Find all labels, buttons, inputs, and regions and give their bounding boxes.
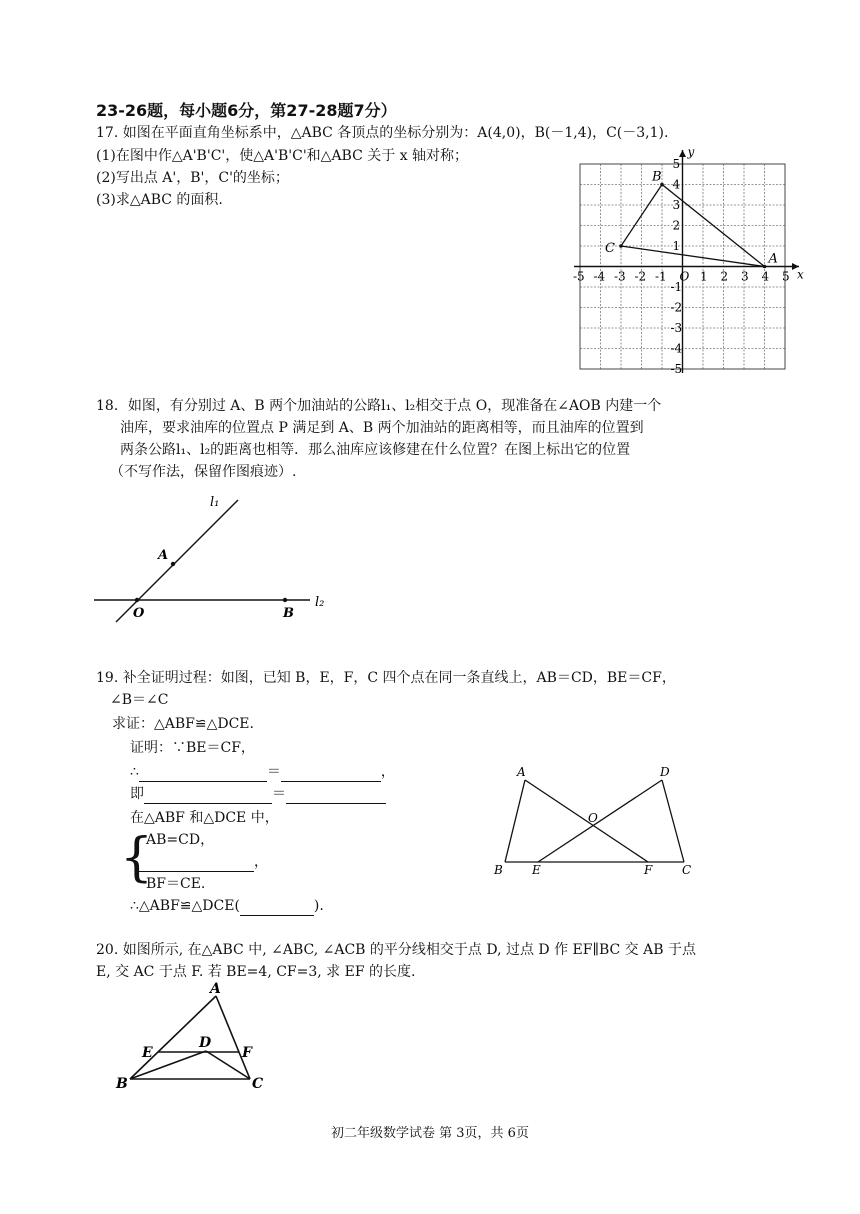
segment-af [525, 780, 648, 862]
q19-prove: 求证：△ABF≌△DCE. [112, 716, 254, 732]
x-tick-label: 5 [782, 269, 790, 284]
comma: ， [380, 764, 395, 780]
comma: ， [254, 854, 268, 870]
x-tick-label: -5 [573, 269, 585, 284]
point-a [171, 562, 175, 566]
brace: { [120, 828, 154, 888]
segment-dc [662, 780, 684, 862]
q17-part1: (1)在图中作△A'B'C'，使△A'B'C'和△ABC 关于 x 轴对称； [96, 148, 469, 164]
label-a: A [210, 981, 221, 997]
q17-part3: (3)求△ABC 的面积. [96, 192, 223, 208]
label-e: E [142, 1045, 153, 1061]
y-tick-label: -3 [670, 321, 683, 335]
q19-proof-start: 证明：∵BE＝CF， [130, 740, 255, 756]
q17-stem: 17. 如图在平面直角坐标系中，△ABC 各顶点的坐标分别为：A(4,0)，B(－1,4)，C(－3,1). [96, 125, 669, 141]
q19-conclusion [130, 896, 324, 916]
y-tick-label: 5 [672, 157, 681, 171]
page-footer: 初二年级数学试卷 第 3页，共 6页 [331, 1126, 529, 1141]
y-tick-label: 4 [672, 177, 681, 192]
label-b: B [283, 606, 294, 621]
q19-figure [488, 760, 708, 885]
label-c: C [252, 1076, 264, 1092]
x-tick-label: -4 [593, 269, 606, 284]
x-tick-label: 1 [700, 269, 708, 284]
conclusion-prefix: ∴△ABF≌△DCE( [130, 898, 240, 914]
q18-figure [88, 490, 348, 625]
y-tick-label: -5 [670, 362, 683, 376]
vertex-a [763, 265, 767, 269]
blank-3[interactable] [144, 787, 272, 804]
point-b [283, 598, 287, 602]
q20-line2: E, 交 AC 于点 F. 若 BE=4, CF=3, 求 EF 的长度. [96, 964, 416, 980]
blank-2[interactable] [281, 765, 381, 782]
q18-line2: 油库，要求油库的位置点 P 满足到 A、B 两个加油站的距离相等，而且油库的位置到 [120, 420, 644, 436]
equals-sign: ＝ [266, 764, 281, 780]
y-tick-label: -4 [670, 341, 683, 356]
x-tick-label: 2 [720, 269, 729, 284]
segment-de [538, 780, 662, 862]
x-tick-label: 3 [741, 269, 749, 284]
blank-4[interactable] [286, 787, 386, 804]
label-l2: l₂ [315, 595, 325, 610]
q19-line1: 19. 补全证明过程：如图，已知 B，E，F，C 四个点在同一条直线上，AB＝CD，BE＝CF， [96, 670, 676, 686]
x-tick-label: -1 [655, 269, 667, 284]
y-tick-label: 1 [672, 239, 681, 253]
label-o: O [133, 606, 145, 621]
y-tick-label: 3 [672, 198, 681, 212]
label-a: A [517, 765, 526, 779]
label-f: F [644, 863, 653, 877]
segment-ac [216, 996, 250, 1079]
q19-step2 [130, 784, 386, 804]
line-l1 [116, 500, 238, 622]
q19-in-triangles: 在△ABF 和△DCE 中， [130, 810, 279, 826]
label-b: B [494, 863, 503, 877]
label-l1: l₁ [210, 495, 220, 510]
label-d: D [660, 765, 670, 779]
q19-cond1: AB=CD， [146, 832, 215, 848]
y-tick-label: 2 [672, 218, 681, 233]
vertex-label-c: C [605, 241, 615, 256]
x-tick-label: -3 [614, 269, 626, 284]
q20-line1: 20. 如图所示, 在△ABC 中, ∠ABC, ∠ACB 的平分线相交于点 D, 过点 D 作 EF∥BC 交 AB 于点 [96, 942, 696, 958]
label-o: O [588, 811, 598, 825]
vertex-label-b: B [652, 169, 662, 185]
vertex-c [619, 244, 623, 248]
equals-sign: ＝ [272, 786, 286, 802]
y-axis-label: y [687, 145, 695, 159]
vertex-label-a: A [768, 251, 778, 267]
q19-cond3: BF＝CE. [146, 876, 206, 892]
origin-label: O [679, 269, 690, 284]
y-tick-label: -2 [670, 300, 683, 315]
label-b: B [116, 1076, 128, 1092]
blank-1[interactable] [139, 765, 267, 782]
q19-step1 [130, 762, 395, 782]
q19-line2: ∠B＝∠C [110, 692, 169, 708]
x-tick-label: 4 [761, 269, 770, 284]
axes [574, 150, 799, 373]
label-d: D [199, 1035, 212, 1051]
therefore-symbol: ∴ [130, 764, 139, 780]
label-c: C [682, 863, 692, 877]
y-tick-label: -1 [670, 280, 683, 294]
y-axis-arrow [679, 150, 686, 157]
x-tick-label: -2 [634, 269, 647, 284]
label-f: F [242, 1045, 252, 1061]
q17-part2: (2)写出点 A'，B'，C'的坐标； [96, 170, 289, 186]
label-a: A [158, 548, 169, 563]
q20-figure [108, 978, 278, 1098]
q18-line3: 两条公路l₁、l₂的距离也相等．那么油库应该修建在什么位置？在图上标出它的位置 [120, 442, 631, 458]
blank-5[interactable] [138, 855, 254, 872]
blank-6[interactable] [240, 899, 314, 916]
q18-line4: （不写作法，保留作图痕迹）. [110, 464, 297, 480]
q17-coordinate-grid [560, 140, 810, 385]
label-e: E [532, 863, 541, 877]
x-axis-label: x [797, 267, 804, 282]
point-o [135, 598, 139, 602]
q19-cond2 [138, 852, 268, 872]
section-title: 23-26题，每小题6分，第27-28题7分） [96, 101, 397, 120]
conclusion-suffix: ). [313, 898, 324, 914]
segment-ab [505, 780, 525, 862]
ji-prefix: 即 [130, 786, 144, 802]
q18-line1: 18．如图，有分别过 A、B 两个加油站的公路l₁、l₂相交于点 O，现准备在∠AOB 内建一个 [96, 398, 662, 414]
